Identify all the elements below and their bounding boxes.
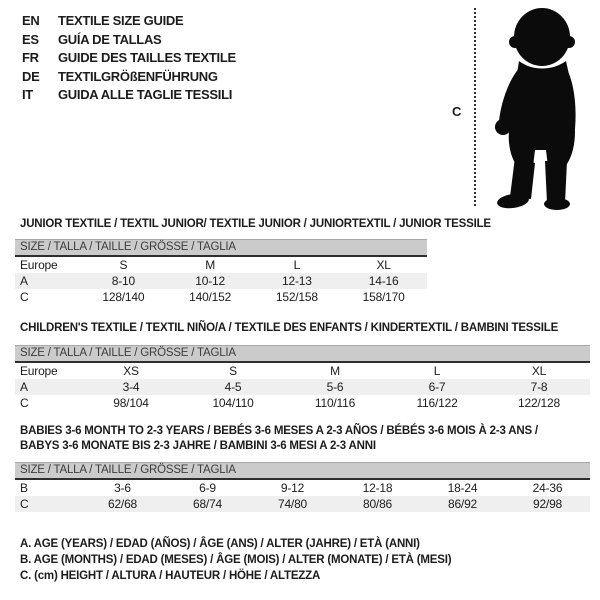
language-title: TEXTILE SIZE GUIDE [58, 13, 184, 28]
baby-silhouette-icon [486, 5, 598, 211]
babies-size-table [15, 462, 590, 512]
row-value: 62/68 [107, 497, 138, 511]
row-value: 3-6 [114, 481, 131, 495]
row-value: 80/86 [362, 497, 393, 511]
row-value: 140/152 [189, 290, 232, 304]
row-value: 8-10 [111, 274, 135, 288]
row-value: 86/92 [447, 497, 478, 511]
row-value: M [205, 258, 216, 272]
row-value: S [119, 258, 128, 272]
language-row [22, 68, 236, 87]
row-value: 152/158 [275, 290, 318, 304]
table-title-line: CHILDREN'S TEXTILE / TEXTIL NIÑO/A / TEXTILE DES ENFANTS / KINDERTEXTIL / BAMBINI TESSILE [20, 322, 559, 334]
row-value: 12-18 [362, 481, 393, 495]
row-value: 12-13 [282, 274, 312, 288]
language-title: TEXTILGRÖßENFÜHRUNG [58, 68, 218, 84]
row-value: S [229, 364, 237, 378]
junior-size-table [15, 239, 427, 305]
language-row [22, 86, 236, 105]
row-value: 158/170 [362, 290, 405, 304]
row-value: 6-7 [428, 380, 446, 394]
children-table-title [20, 321, 558, 336]
row-value: L [433, 364, 441, 378]
row-value: 18-24 [447, 481, 478, 495]
row-value: 9-12 [280, 481, 305, 495]
row-value: 14-16 [368, 274, 399, 288]
table-rows [15, 480, 590, 512]
table-row [15, 395, 590, 411]
legend-line: A. AGE (YEARS) / EDAD (AÑOS) / ÂGE (ANS) / ALTER (JAHRE) / ETÀ (ANNI) [20, 538, 420, 550]
language-code: ES [22, 31, 39, 47]
language-row [22, 12, 236, 31]
table-title-line: JUNIOR TEXTILE / TEXTIL JUNIOR/ TEXTILE JUNIOR / JUNIORTEXTIL / JUNIOR TESSILE [20, 218, 491, 230]
language-row [22, 49, 236, 68]
language-title: GUIDA ALLE TAGLIE TESSILI [58, 87, 233, 103]
row-value: 104/110 [212, 396, 254, 410]
table-row [15, 273, 427, 289]
measure-legend [20, 536, 451, 585]
row-value: XL [376, 258, 391, 272]
table-rows [15, 257, 427, 305]
row-value: L [293, 258, 301, 272]
size-header-bar: SIZE / TALLA / TAILLE / GRÖSSE / TAGLIA [15, 462, 590, 480]
row-value: 68/74 [192, 497, 223, 511]
table-row [15, 289, 427, 305]
row-value: 74/80 [277, 497, 308, 511]
size-header-bar: SIZE / TALLA / TAILLE / GRÖSSE / TAGLIA [15, 345, 590, 363]
language-code: IT [22, 87, 33, 103]
babies-table-title [20, 424, 538, 454]
row-label: B [20, 481, 28, 495]
table-title-line: BABIES 3-6 MONTH TO 2-3 YEARS / BEBÉS 3-6 MESES A 2-3 AÑOS / BÉBÉS 3-6 MOIS À 2-3 ANS / [20, 425, 538, 437]
legend-line: B. AGE (MONTHS) / EDAD (MESES) / ÂGE (MOIS) / ALTER (MONATE) / ETÀ (MESI) [20, 554, 452, 567]
junior-table-title [20, 217, 491, 232]
row-label: A [20, 380, 28, 394]
table-row [15, 480, 590, 496]
row-value: 122/128 [518, 396, 560, 410]
row-value: 98/104 [113, 396, 149, 410]
row-value: 128/140 [102, 290, 145, 304]
row-value: XS [123, 364, 139, 378]
table-title-line: BABYS 3-6 MONATE BIS 2-3 JAHRE / BAMBINI 3-6 MESI A 2-3 ANNI [20, 440, 376, 452]
children-size-table [15, 345, 590, 411]
row-value: 7-8 [530, 380, 548, 394]
language-row [22, 31, 236, 50]
height-measure-dotted-line [474, 8, 476, 206]
row-value: 10-12 [195, 274, 225, 288]
row-value: 92/98 [532, 497, 563, 511]
row-value: 5-6 [326, 380, 344, 394]
row-label: Europe [20, 364, 58, 378]
row-value: 24-36 [532, 481, 563, 495]
table-row [15, 363, 590, 379]
row-label: C [20, 497, 29, 511]
row-value: M [330, 364, 340, 378]
language-code: EN [22, 13, 40, 28]
row-label: C [20, 396, 29, 410]
row-value: 110/116 [314, 396, 356, 410]
row-label: C [20, 290, 29, 304]
row-value: 116/122 [416, 396, 458, 410]
language-title: GUIDE DES TAILLES TEXTILE [58, 50, 236, 66]
height-measure-label: C [452, 104, 462, 119]
table-row [15, 496, 590, 512]
row-value: 6-9 [199, 481, 216, 495]
legend-line: C. (cm) HEIGHT / ALTURA / HAUTEUR / HÖHE / ALTEZZA [20, 570, 321, 583]
language-code: DE [22, 68, 40, 84]
row-value: 4-5 [224, 380, 242, 394]
table-row [15, 379, 590, 395]
language-title: GUÍA DE TALLAS [58, 31, 162, 47]
table-rows [15, 363, 590, 411]
size-header-bar: SIZE / TALLA / TAILLE / GRÖSSE / TAGLIA [15, 239, 427, 257]
row-value: XL [531, 364, 547, 378]
language-list [22, 12, 236, 105]
row-label: A [20, 274, 28, 288]
row-value: 3-4 [122, 380, 140, 394]
table-row [15, 257, 427, 273]
row-label: Europe [20, 258, 58, 272]
language-code: FR [22, 50, 39, 66]
